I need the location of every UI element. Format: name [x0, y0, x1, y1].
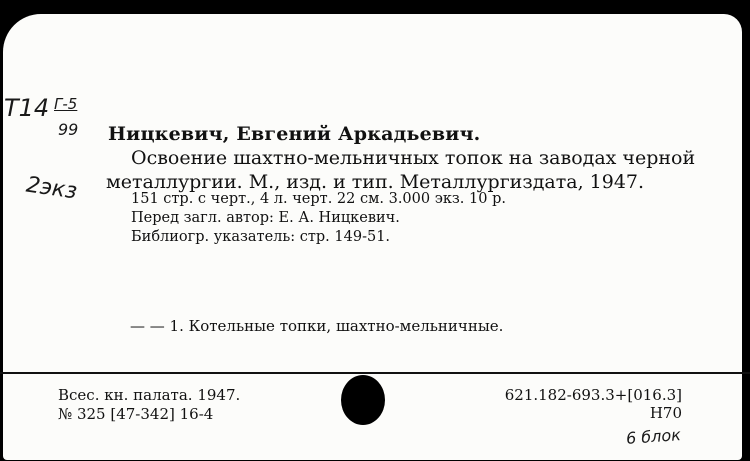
title-line-1: Освоение шахтно-мельничных топок на заводах черной [131, 147, 696, 169]
card-divider-line [0, 372, 750, 374]
subject-heading: — — 1. Котельные топки, шахтно-мельничные. [130, 317, 504, 335]
title-line-2: металлургии. М., изд. и тип. Металлургиздата, 1947. [106, 171, 645, 193]
author-heading: Ницкевич, Евгений Аркадьевич. [108, 123, 481, 145]
author-mark: Н70 [649, 404, 682, 422]
shelfmark-fraction-bottom: 99 [58, 120, 79, 139]
bottom-handwritten-note: 6 блок [625, 425, 682, 448]
book-chamber-line-1: Всес. кн. палата. 1947. [58, 386, 241, 404]
shelfmark-fraction-top: Г-5 [54, 95, 78, 113]
book-chamber-line-2: № 325 [47-342] 16-4 [58, 405, 214, 423]
physical-description: 151 стр. с черт., 4 л. черт. 22 см. 3.000 экз. 10 р. [131, 191, 506, 207]
shelfmark-main: Т14 [4, 94, 50, 122]
note-bibliography: Библиогр. указатель: стр. 149-51. [131, 229, 391, 245]
card-punch-hole [341, 375, 385, 425]
handwritten-copies-note: 2экз [24, 172, 79, 205]
udc-classification: 621.182-693.3+[016.3] [504, 386, 682, 404]
note-author: Перед загл. автор: Е. А. Ницкевич. [131, 210, 400, 226]
